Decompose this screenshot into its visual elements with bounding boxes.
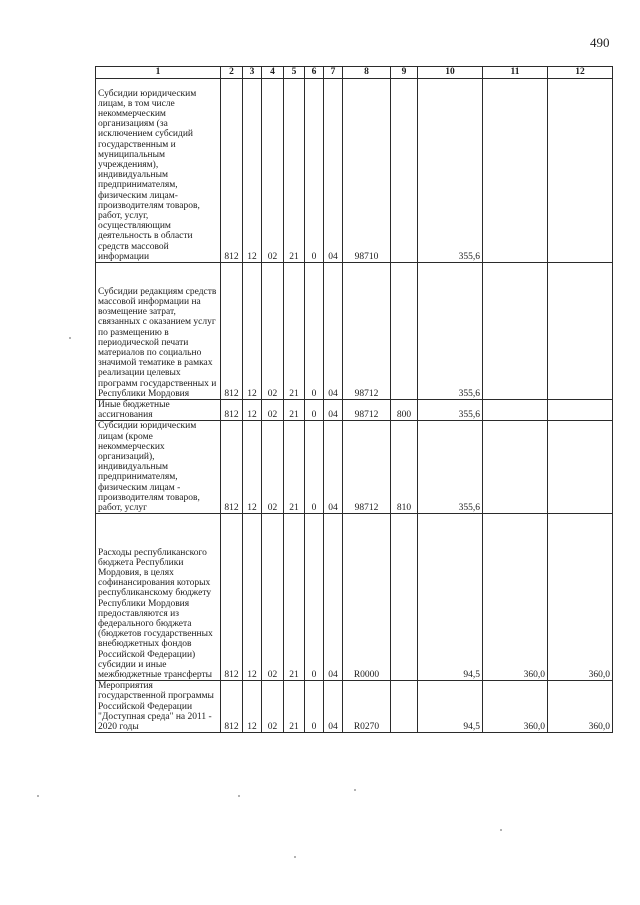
cell-col-12 [548, 79, 613, 263]
cell-col-2: 812 [221, 79, 243, 263]
page-number: 490 [590, 35, 610, 50]
cell-col-12 [548, 400, 613, 421]
cell-col-4: 02 [262, 79, 284, 263]
table-row [96, 514, 613, 681]
row-description: Субсидии юридическим лицам (кроме некоммерческих организаций), индивидуальным предпринимателям, физическим лицам - производителям товаров, работ, услуг [96, 421, 221, 514]
row-description: Субсидии юридическим лицам, в том числе некоммерческим организациям (за исключением субсидий государственным и муниципальным учреждениям), индивидуальным предпринимателям, физическим лицам-производителям товаров, работ, услуг, осуществляющим деятельность в области средств массовой информации [96, 79, 221, 263]
cell-col-10: 94,5 [418, 514, 483, 681]
table-row [96, 263, 613, 400]
cell-col-6: 0 [305, 400, 324, 421]
row-description: Расходы республиканского бюджета Республики Мордовия, в целях софинансирования которых республиканскому бюджету Республики Мордовия предоставляются из федерального бюджета (бюджетов государственных внебюджетных фондов Российской Федерации) субсидии и иные межбюджетные трансферты [96, 514, 221, 681]
table-row [96, 421, 613, 514]
row-description: Субсидии редакциям средств массовой информации на возмещение затрат, связанных с оказанием услуг по размещению в периодической печати материалов по социально значимой тематике в рамках реализации целевых программ государственных и Республики Мордовия [96, 263, 221, 400]
scan-speck [500, 829, 502, 831]
cell-col-7: 04 [324, 400, 343, 421]
cell-col-11 [483, 400, 548, 421]
header-row [96, 67, 613, 79]
cell-col-5: 21 [284, 79, 305, 263]
col-header-4: 4 [262, 67, 284, 79]
cell-col-6: 0 [305, 79, 324, 263]
cell-col-10: 355,6 [418, 263, 483, 400]
cell-col-10: 355,6 [418, 400, 483, 421]
cell-col-8: 98712 [343, 263, 391, 400]
table-row [96, 79, 613, 263]
cell-col-11: 360,0 [483, 681, 548, 733]
col-header-3: 3 [243, 67, 262, 79]
cell-col-8: R0000 [343, 514, 391, 681]
cell-col-8: R0270 [343, 681, 391, 733]
row-description: Иные бюджетные ассигнования [96, 400, 221, 421]
cell-col-6: 0 [305, 263, 324, 400]
row-description: Мероприятия государственной программы Российской Федерации "Доступная среда" на 2011 - 2020 годы [96, 681, 221, 733]
cell-col-2: 812 [221, 514, 243, 681]
cell-col-10: 94,5 [418, 681, 483, 733]
cell-col-6: 0 [305, 514, 324, 681]
cell-col-11: 360,0 [483, 514, 548, 681]
cell-col-10: 355,6 [418, 79, 483, 263]
cell-col-7: 04 [324, 421, 343, 514]
cell-col-4: 02 [262, 421, 284, 514]
cell-col-2: 812 [221, 421, 243, 514]
cell-col-5: 21 [284, 400, 305, 421]
cell-col-8: 98712 [343, 421, 391, 514]
cell-col-2: 812 [221, 681, 243, 733]
col-header-1: 1 [96, 67, 221, 79]
cell-col-3: 12 [243, 263, 262, 400]
cell-col-3: 12 [243, 79, 262, 263]
cell-col-6: 0 [305, 681, 324, 733]
cell-col-3: 12 [243, 681, 262, 733]
cell-col-5: 21 [284, 263, 305, 400]
cell-col-11 [483, 79, 548, 263]
budget-table [95, 66, 613, 733]
scan-speck [37, 795, 39, 797]
cell-col-9 [391, 79, 418, 263]
cell-col-7: 04 [324, 681, 343, 733]
cell-col-5: 21 [284, 421, 305, 514]
cell-col-9 [391, 681, 418, 733]
cell-col-4: 02 [262, 400, 284, 421]
col-header-10: 10 [418, 67, 483, 79]
cell-col-12 [548, 421, 613, 514]
cell-col-5: 21 [284, 681, 305, 733]
table-row [96, 400, 613, 421]
cell-col-7: 04 [324, 514, 343, 681]
col-header-6: 6 [305, 67, 324, 79]
cell-col-12 [548, 263, 613, 400]
cell-col-2: 812 [221, 400, 243, 421]
cell-col-11 [483, 421, 548, 514]
cell-col-7: 04 [324, 79, 343, 263]
cell-col-8: 98710 [343, 79, 391, 263]
cell-col-7: 04 [324, 263, 343, 400]
cell-col-3: 12 [243, 421, 262, 514]
cell-col-12: 360,0 [548, 514, 613, 681]
cell-col-9: 800 [391, 400, 418, 421]
cell-col-12: 360,0 [548, 681, 613, 733]
cell-col-4: 02 [262, 681, 284, 733]
col-header-12: 12 [548, 67, 613, 79]
cell-col-9: 810 [391, 421, 418, 514]
cell-col-4: 02 [262, 263, 284, 400]
scan-speck [354, 789, 356, 791]
col-header-8: 8 [343, 67, 391, 79]
scan-speck [238, 795, 240, 797]
col-header-5: 5 [284, 67, 305, 79]
scan-speck [294, 856, 296, 858]
col-header-9: 9 [391, 67, 418, 79]
cell-col-6: 0 [305, 421, 324, 514]
cell-col-3: 12 [243, 514, 262, 681]
cell-col-10: 355,6 [418, 421, 483, 514]
scan-speck [69, 337, 71, 339]
cell-col-2: 812 [221, 263, 243, 400]
table-row [96, 681, 613, 733]
cell-col-4: 02 [262, 514, 284, 681]
cell-col-3: 12 [243, 400, 262, 421]
col-header-11: 11 [483, 67, 548, 79]
cell-col-9 [391, 263, 418, 400]
cell-col-8: 98712 [343, 400, 391, 421]
cell-col-5: 21 [284, 514, 305, 681]
cell-col-11 [483, 263, 548, 400]
col-header-7: 7 [324, 67, 343, 79]
col-header-2: 2 [221, 67, 243, 79]
cell-col-9 [391, 514, 418, 681]
